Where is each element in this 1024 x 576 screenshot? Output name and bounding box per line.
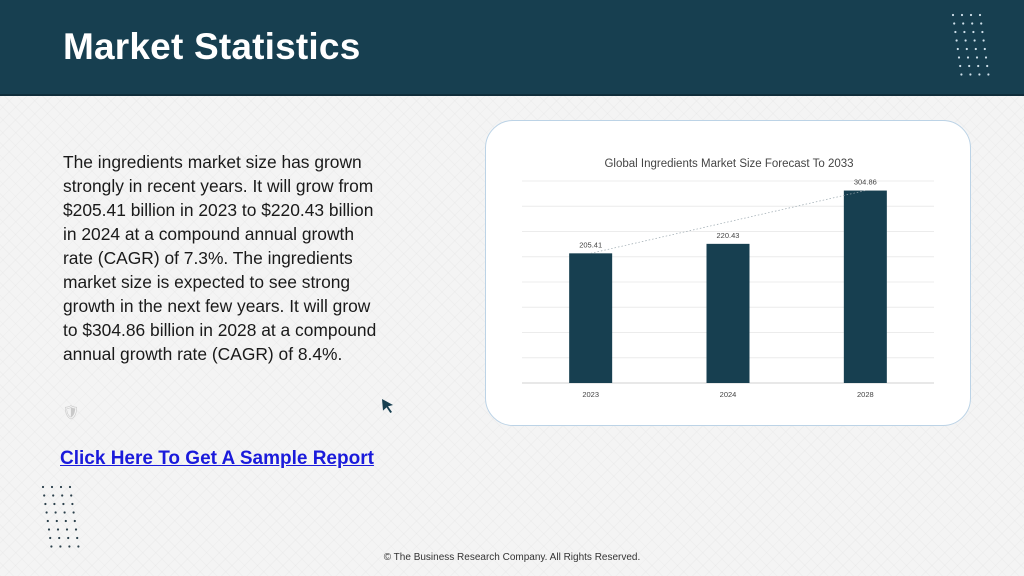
decor-dot [976,56,978,58]
decor-dot [67,537,69,539]
data-label-2024: 220.43 [716,230,740,240]
decor-dot [953,22,955,24]
decor-dot [59,545,61,547]
decor-dot [43,494,45,496]
decor-dot [968,65,970,67]
decor-dot [970,14,972,16]
decor-dot [51,486,53,488]
decor-dot [64,511,66,513]
decor-dot [975,48,977,50]
decor-dot [46,511,48,513]
copyright-footer: © The Business Research Company. All Rights Reserved. [383,552,641,563]
decor-dot [967,56,969,58]
decor-dot [68,545,70,547]
decor-dot [57,528,59,530]
bar-2028 [844,191,887,383]
decor-dot [962,22,964,24]
dot-pattern-decoration-bottom [40,484,84,554]
bar-chart [486,121,972,427]
decor-dot [952,14,954,16]
decor-dot [954,31,956,33]
decor-dot [977,65,979,67]
decor-dot [985,56,987,58]
decor-dot [61,494,63,496]
decor-dot [966,48,968,50]
decor-dot [62,503,64,505]
decor-dot [49,537,51,539]
decor-dot [56,520,58,522]
data-label-2023: 205.41 [579,240,603,250]
decor-dot [75,528,77,530]
decor-dot [981,31,983,33]
decor-dot [60,486,62,488]
decor-dot [984,48,986,50]
chart-title: Global Ingredients Market Size Forecast To 2033 [604,158,854,170]
decor-dot [69,486,71,488]
page-title: Market Statistics [63,26,361,67]
decor-dot [972,31,974,33]
decor-dot [974,39,976,41]
decor-dot [956,39,958,41]
decor-dot [55,511,57,513]
x-tick-label-2028: 2028 [856,390,874,399]
x-tick-label-2023: 2023 [582,390,600,399]
bar-2023 [569,253,612,383]
sample-report-link[interactable]: Click Here To Get A Sample Report [60,448,374,469]
decor-dot [986,65,988,67]
decor-dot [52,494,54,496]
decor-dot [978,73,980,75]
header-bar [0,0,1024,96]
chart-card [485,120,971,426]
decor-dot [58,537,60,539]
decor-dot [70,494,72,496]
decor-dot [44,503,46,505]
dot-pattern-decoration-top [950,12,996,82]
decor-dot [74,520,76,522]
decor-dot [65,520,67,522]
decor-dot [979,14,981,16]
data-label-2028: 304.86 [853,177,877,187]
decor-dot [48,528,50,530]
faint-glyph-mark: 🛡 [62,405,80,421]
decor-dot [963,31,965,33]
decor-dot [50,545,52,547]
decor-dot [71,503,73,505]
decor-dot [987,73,989,75]
x-tick-label-2024: 2024 [719,390,737,399]
decor-dot [77,545,79,547]
decor-dot [66,528,68,530]
decor-dot [53,503,55,505]
decor-dot [971,22,973,24]
bar-2024 [707,244,750,383]
decor-dot [73,511,75,513]
decor-dot [76,537,78,539]
decor-dot [957,48,959,50]
decor-dot [961,14,963,16]
cursor-arrow-icon [380,398,396,414]
decor-dot [960,73,962,75]
decor-dot [980,22,982,24]
market-description: The ingredients market size has grown strongly in recent years. It will grow from $205.41 billion in 2023 to $220.43 billion in 2024 at a compound annual growth rate (CAGR) of 7.3%. The ingredients market size is expected to see strong growth in the next few years. It will grow to $304.86 billion in 2028 at a compound annual growth rate (CAGR) of 8.4%. [63,152,377,364]
decor-dot [983,39,985,41]
decor-dot [969,73,971,75]
decor-dot [42,486,44,488]
decor-dot [47,520,49,522]
decor-dot [965,39,967,41]
decor-dot [958,56,960,58]
decor-dot [959,65,961,67]
